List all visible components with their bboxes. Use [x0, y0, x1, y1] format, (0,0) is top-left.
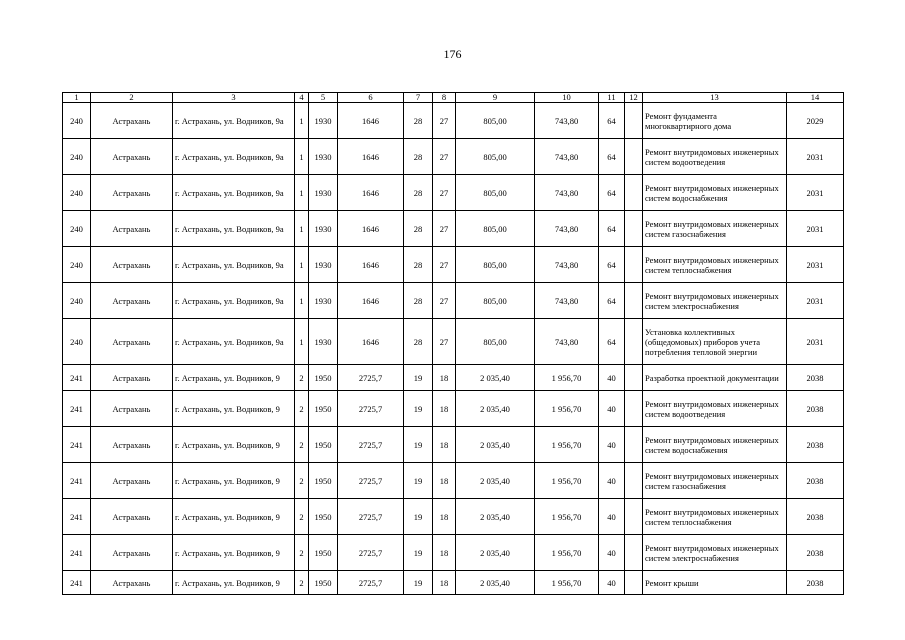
cell-row-id: 240: [63, 319, 91, 365]
cell-city: Астрахань: [91, 139, 173, 175]
cell-total-area: 2725,7: [338, 499, 404, 535]
cell-col-12: [625, 535, 643, 571]
table-row: [63, 427, 844, 463]
cell-area-living: 1 956,70: [535, 427, 599, 463]
cell-address: г. Астрахань, ул. Водников, 9а: [173, 211, 295, 247]
column-header-6: 6: [338, 93, 404, 103]
cell-planned-year: 2038: [787, 535, 844, 571]
cell-year-built: 1930: [309, 319, 338, 365]
cell-residents: 64: [599, 247, 625, 283]
cell-work-type: Разработка проектной документации: [643, 365, 787, 391]
cell-address: г. Астрахань, ул. Водников, 9а: [173, 247, 295, 283]
cell-area-total: 805,00: [456, 247, 535, 283]
table-row: [63, 571, 844, 595]
cell-residents: 64: [599, 175, 625, 211]
cell-apartments-living: 27: [433, 283, 456, 319]
cell-address: г. Астрахань, ул. Водников, 9а: [173, 139, 295, 175]
cell-area-living: 1 956,70: [535, 365, 599, 391]
cell-total-area: 2725,7: [338, 427, 404, 463]
cell-area-total: 805,00: [456, 211, 535, 247]
cell-col-12: [625, 319, 643, 365]
column-header-4: 4: [295, 93, 309, 103]
cell-apartments-total: 28: [404, 211, 433, 247]
cell-total-area: 1646: [338, 283, 404, 319]
cell-city: Астрахань: [91, 211, 173, 247]
cell-year-built: 1930: [309, 103, 338, 139]
cell-row-id: 241: [63, 365, 91, 391]
cell-work-type: Ремонт внутридомовых инженерных систем водоснабжения: [643, 175, 787, 211]
cell-area-living: 743,80: [535, 211, 599, 247]
cell-residents: 64: [599, 283, 625, 319]
cell-col-12: [625, 391, 643, 427]
cell-building-part: 1: [295, 211, 309, 247]
cell-area-total: 2 035,40: [456, 391, 535, 427]
cell-area-total: 2 035,40: [456, 499, 535, 535]
cell-city: Астрахань: [91, 463, 173, 499]
cell-planned-year: 2031: [787, 175, 844, 211]
cell-year-built: 1950: [309, 571, 338, 595]
cell-area-living: 743,80: [535, 139, 599, 175]
cell-apartments-total: 19: [404, 571, 433, 595]
cell-apartments-living: 18: [433, 571, 456, 595]
cell-work-type: Ремонт внутридомовых инженерных систем теплоснабжения: [643, 499, 787, 535]
cell-planned-year: 2031: [787, 319, 844, 365]
cell-planned-year: 2038: [787, 365, 844, 391]
cell-apartments-living: 18: [433, 427, 456, 463]
cell-apartments-living: 18: [433, 499, 456, 535]
cell-year-built: 1950: [309, 535, 338, 571]
cell-col-12: [625, 427, 643, 463]
cell-residents: 40: [599, 365, 625, 391]
cell-area-total: 805,00: [456, 103, 535, 139]
cell-area-total: 2 035,40: [456, 365, 535, 391]
column-header-3: 3: [173, 93, 295, 103]
cell-year-built: 1950: [309, 463, 338, 499]
cell-planned-year: 2029: [787, 103, 844, 139]
cell-residents: 64: [599, 211, 625, 247]
cell-col-12: [625, 571, 643, 595]
cell-apartments-living: 27: [433, 175, 456, 211]
cell-col-12: [625, 247, 643, 283]
cell-row-id: 240: [63, 103, 91, 139]
cell-address: г. Астрахань, ул. Водников, 9: [173, 365, 295, 391]
cell-total-area: 2725,7: [338, 571, 404, 595]
column-header-2: 2: [91, 93, 173, 103]
header-row: [63, 93, 844, 103]
cell-total-area: 1646: [338, 139, 404, 175]
cell-row-id: 241: [63, 391, 91, 427]
cell-work-type: Ремонт фундамента многоквартирного дома: [643, 103, 787, 139]
cell-total-area: 2725,7: [338, 463, 404, 499]
cell-apartments-total: 28: [404, 103, 433, 139]
cell-row-id: 240: [63, 175, 91, 211]
cell-residents: 40: [599, 499, 625, 535]
column-header-9: 9: [456, 93, 535, 103]
cell-area-living: 743,80: [535, 247, 599, 283]
cell-address: г. Астрахань, ул. Водников, 9: [173, 571, 295, 595]
cell-area-total: 805,00: [456, 283, 535, 319]
column-header-12: 12: [625, 93, 643, 103]
cell-building-part: 2: [295, 499, 309, 535]
cell-apartments-total: 19: [404, 391, 433, 427]
table-row: [63, 247, 844, 283]
cell-total-area: 1646: [338, 103, 404, 139]
cell-residents: 64: [599, 319, 625, 365]
cell-total-area: 1646: [338, 247, 404, 283]
cell-building-part: 2: [295, 365, 309, 391]
cell-building-part: 1: [295, 283, 309, 319]
cell-apartments-total: 28: [404, 283, 433, 319]
cell-city: Астрахань: [91, 175, 173, 211]
cell-building-part: 2: [295, 427, 309, 463]
cell-residents: 40: [599, 463, 625, 499]
table-header: [63, 93, 844, 103]
cell-address: г. Астрахань, ул. Водников, 9а: [173, 283, 295, 319]
cell-col-12: [625, 463, 643, 499]
cell-col-12: [625, 283, 643, 319]
cell-row-id: 241: [63, 463, 91, 499]
cell-planned-year: 2031: [787, 283, 844, 319]
column-header-5: 5: [309, 93, 338, 103]
cell-residents: 64: [599, 139, 625, 175]
column-header-7: 7: [404, 93, 433, 103]
cell-planned-year: 2038: [787, 463, 844, 499]
cell-building-part: 1: [295, 103, 309, 139]
cell-area-living: 743,80: [535, 175, 599, 211]
cell-address: г. Астрахань, ул. Водников, 9: [173, 535, 295, 571]
cell-area-total: 805,00: [456, 175, 535, 211]
cell-area-living: 1 956,70: [535, 499, 599, 535]
cell-city: Астрахань: [91, 427, 173, 463]
cell-address: г. Астрахань, ул. Водников, 9а: [173, 175, 295, 211]
column-header-1: 1: [63, 93, 91, 103]
cell-planned-year: 2038: [787, 427, 844, 463]
cell-city: Астрахань: [91, 391, 173, 427]
cell-city: Астрахань: [91, 535, 173, 571]
cell-total-area: 2725,7: [338, 391, 404, 427]
cell-city: Астрахань: [91, 365, 173, 391]
cell-area-total: 2 035,40: [456, 427, 535, 463]
cell-total-area: 2725,7: [338, 365, 404, 391]
cell-total-area: 1646: [338, 319, 404, 365]
cell-apartments-living: 27: [433, 319, 456, 365]
cell-apartments-living: 18: [433, 463, 456, 499]
cell-address: г. Астрахань, ул. Водников, 9: [173, 463, 295, 499]
cell-year-built: 1950: [309, 391, 338, 427]
cell-apartments-total: 19: [404, 365, 433, 391]
cell-address: г. Астрахань, ул. Водников, 9а: [173, 319, 295, 365]
table-row: [63, 139, 844, 175]
table-row: [63, 463, 844, 499]
cell-year-built: 1930: [309, 283, 338, 319]
cell-work-type: Ремонт внутридомовых инженерных систем водоотведения: [643, 139, 787, 175]
cell-apartments-total: 19: [404, 499, 433, 535]
cell-work-type: Ремонт внутридомовых инженерных систем электроснабжения: [643, 535, 787, 571]
cell-work-type: Установка коллективных (общедомовых) приборов учета потребления тепловой энергии: [643, 319, 787, 365]
cell-city: Астрахань: [91, 247, 173, 283]
cell-area-total: 805,00: [456, 139, 535, 175]
cell-work-type: Ремонт внутридомовых инженерных систем газоснабжения: [643, 463, 787, 499]
cell-apartments-total: 28: [404, 319, 433, 365]
page-number: 176: [443, 47, 462, 61]
cell-col-12: [625, 499, 643, 535]
cell-row-id: 241: [63, 535, 91, 571]
table-row: [63, 391, 844, 427]
cell-col-12: [625, 211, 643, 247]
cell-city: Астрахань: [91, 103, 173, 139]
cell-building-part: 2: [295, 463, 309, 499]
cell-planned-year: 2031: [787, 211, 844, 247]
cell-col-12: [625, 365, 643, 391]
cell-row-id: 240: [63, 283, 91, 319]
column-header-14: 14: [787, 93, 844, 103]
cell-year-built: 1950: [309, 427, 338, 463]
cell-planned-year: 2031: [787, 139, 844, 175]
cell-apartments-living: 18: [433, 535, 456, 571]
cell-area-total: 2 035,40: [456, 463, 535, 499]
cell-area-total: 2 035,40: [456, 571, 535, 595]
cell-work-type: Ремонт крыши: [643, 571, 787, 595]
cell-apartments-total: 19: [404, 427, 433, 463]
table-row: [63, 365, 844, 391]
cell-work-type: Ремонт внутридомовых инженерных систем водоотведения: [643, 391, 787, 427]
table-row: [63, 175, 844, 211]
cell-planned-year: 2038: [787, 499, 844, 535]
cell-work-type: Ремонт внутридомовых инженерных систем электроснабжения: [643, 283, 787, 319]
cell-residents: 40: [599, 571, 625, 595]
cell-area-living: 743,80: [535, 319, 599, 365]
cell-residents: 64: [599, 103, 625, 139]
cell-total-area: 1646: [338, 211, 404, 247]
table-row: [63, 499, 844, 535]
cell-building-part: 2: [295, 391, 309, 427]
cell-area-living: 743,80: [535, 103, 599, 139]
column-header-11: 11: [599, 93, 625, 103]
table-row: [63, 535, 844, 571]
cell-apartments-living: 27: [433, 211, 456, 247]
cell-address: г. Астрахань, ул. Водников, 9: [173, 427, 295, 463]
cell-city: Астрахань: [91, 499, 173, 535]
cell-residents: 40: [599, 391, 625, 427]
repair-schedule-table: [62, 92, 844, 595]
cell-apartments-total: 28: [404, 139, 433, 175]
cell-year-built: 1930: [309, 247, 338, 283]
cell-building-part: 2: [295, 535, 309, 571]
cell-address: г. Астрахань, ул. Водников, 9: [173, 499, 295, 535]
cell-col-12: [625, 103, 643, 139]
cell-city: Астрахань: [91, 319, 173, 365]
table-body: [63, 103, 844, 595]
cell-city: Астрахань: [91, 571, 173, 595]
table-row: [63, 319, 844, 365]
cell-area-total: 805,00: [456, 319, 535, 365]
cell-building-part: 1: [295, 247, 309, 283]
cell-year-built: 1930: [309, 175, 338, 211]
cell-row-id: 241: [63, 571, 91, 595]
cell-city: Астрахань: [91, 283, 173, 319]
cell-building-part: 2: [295, 571, 309, 595]
cell-area-living: 1 956,70: [535, 535, 599, 571]
table-row: [63, 283, 844, 319]
cell-row-id: 240: [63, 211, 91, 247]
cell-building-part: 1: [295, 175, 309, 211]
cell-address: г. Астрахань, ул. Водников, 9: [173, 391, 295, 427]
cell-apartments-living: 27: [433, 103, 456, 139]
cell-year-built: 1930: [309, 211, 338, 247]
cell-row-id: 241: [63, 427, 91, 463]
cell-year-built: 1930: [309, 139, 338, 175]
cell-apartments-living: 18: [433, 391, 456, 427]
cell-work-type: Ремонт внутридомовых инженерных систем теплоснабжения: [643, 247, 787, 283]
cell-planned-year: 2038: [787, 571, 844, 595]
column-header-8: 8: [433, 93, 456, 103]
cell-apartments-total: 28: [404, 175, 433, 211]
cell-area-total: 2 035,40: [456, 535, 535, 571]
cell-residents: 40: [599, 427, 625, 463]
cell-apartments-living: 27: [433, 139, 456, 175]
cell-total-area: 2725,7: [338, 535, 404, 571]
cell-planned-year: 2038: [787, 391, 844, 427]
cell-area-living: 1 956,70: [535, 391, 599, 427]
table-row: [63, 103, 844, 139]
cell-building-part: 1: [295, 319, 309, 365]
cell-row-id: 241: [63, 499, 91, 535]
cell-row-id: 240: [63, 247, 91, 283]
column-header-10: 10: [535, 93, 599, 103]
cell-row-id: 240: [63, 139, 91, 175]
cell-planned-year: 2031: [787, 247, 844, 283]
cell-area-living: 743,80: [535, 283, 599, 319]
column-header-13: 13: [643, 93, 787, 103]
cell-apartments-total: 19: [404, 463, 433, 499]
cell-area-living: 1 956,70: [535, 463, 599, 499]
cell-area-living: 1 956,70: [535, 571, 599, 595]
table-row: [63, 211, 844, 247]
cell-apartments-total: 19: [404, 535, 433, 571]
cell-apartments-total: 28: [404, 247, 433, 283]
cell-address: г. Астрахань, ул. Водников, 9а: [173, 103, 295, 139]
cell-col-12: [625, 175, 643, 211]
cell-col-12: [625, 139, 643, 175]
cell-apartments-living: 27: [433, 247, 456, 283]
cell-year-built: 1950: [309, 499, 338, 535]
cell-work-type: Ремонт внутридомовых инженерных систем газоснабжения: [643, 211, 787, 247]
cell-total-area: 1646: [338, 175, 404, 211]
cell-building-part: 1: [295, 139, 309, 175]
cell-work-type: Ремонт внутридомовых инженерных систем водоснабжения: [643, 427, 787, 463]
cell-year-built: 1950: [309, 365, 338, 391]
cell-apartments-living: 18: [433, 365, 456, 391]
cell-residents: 40: [599, 535, 625, 571]
